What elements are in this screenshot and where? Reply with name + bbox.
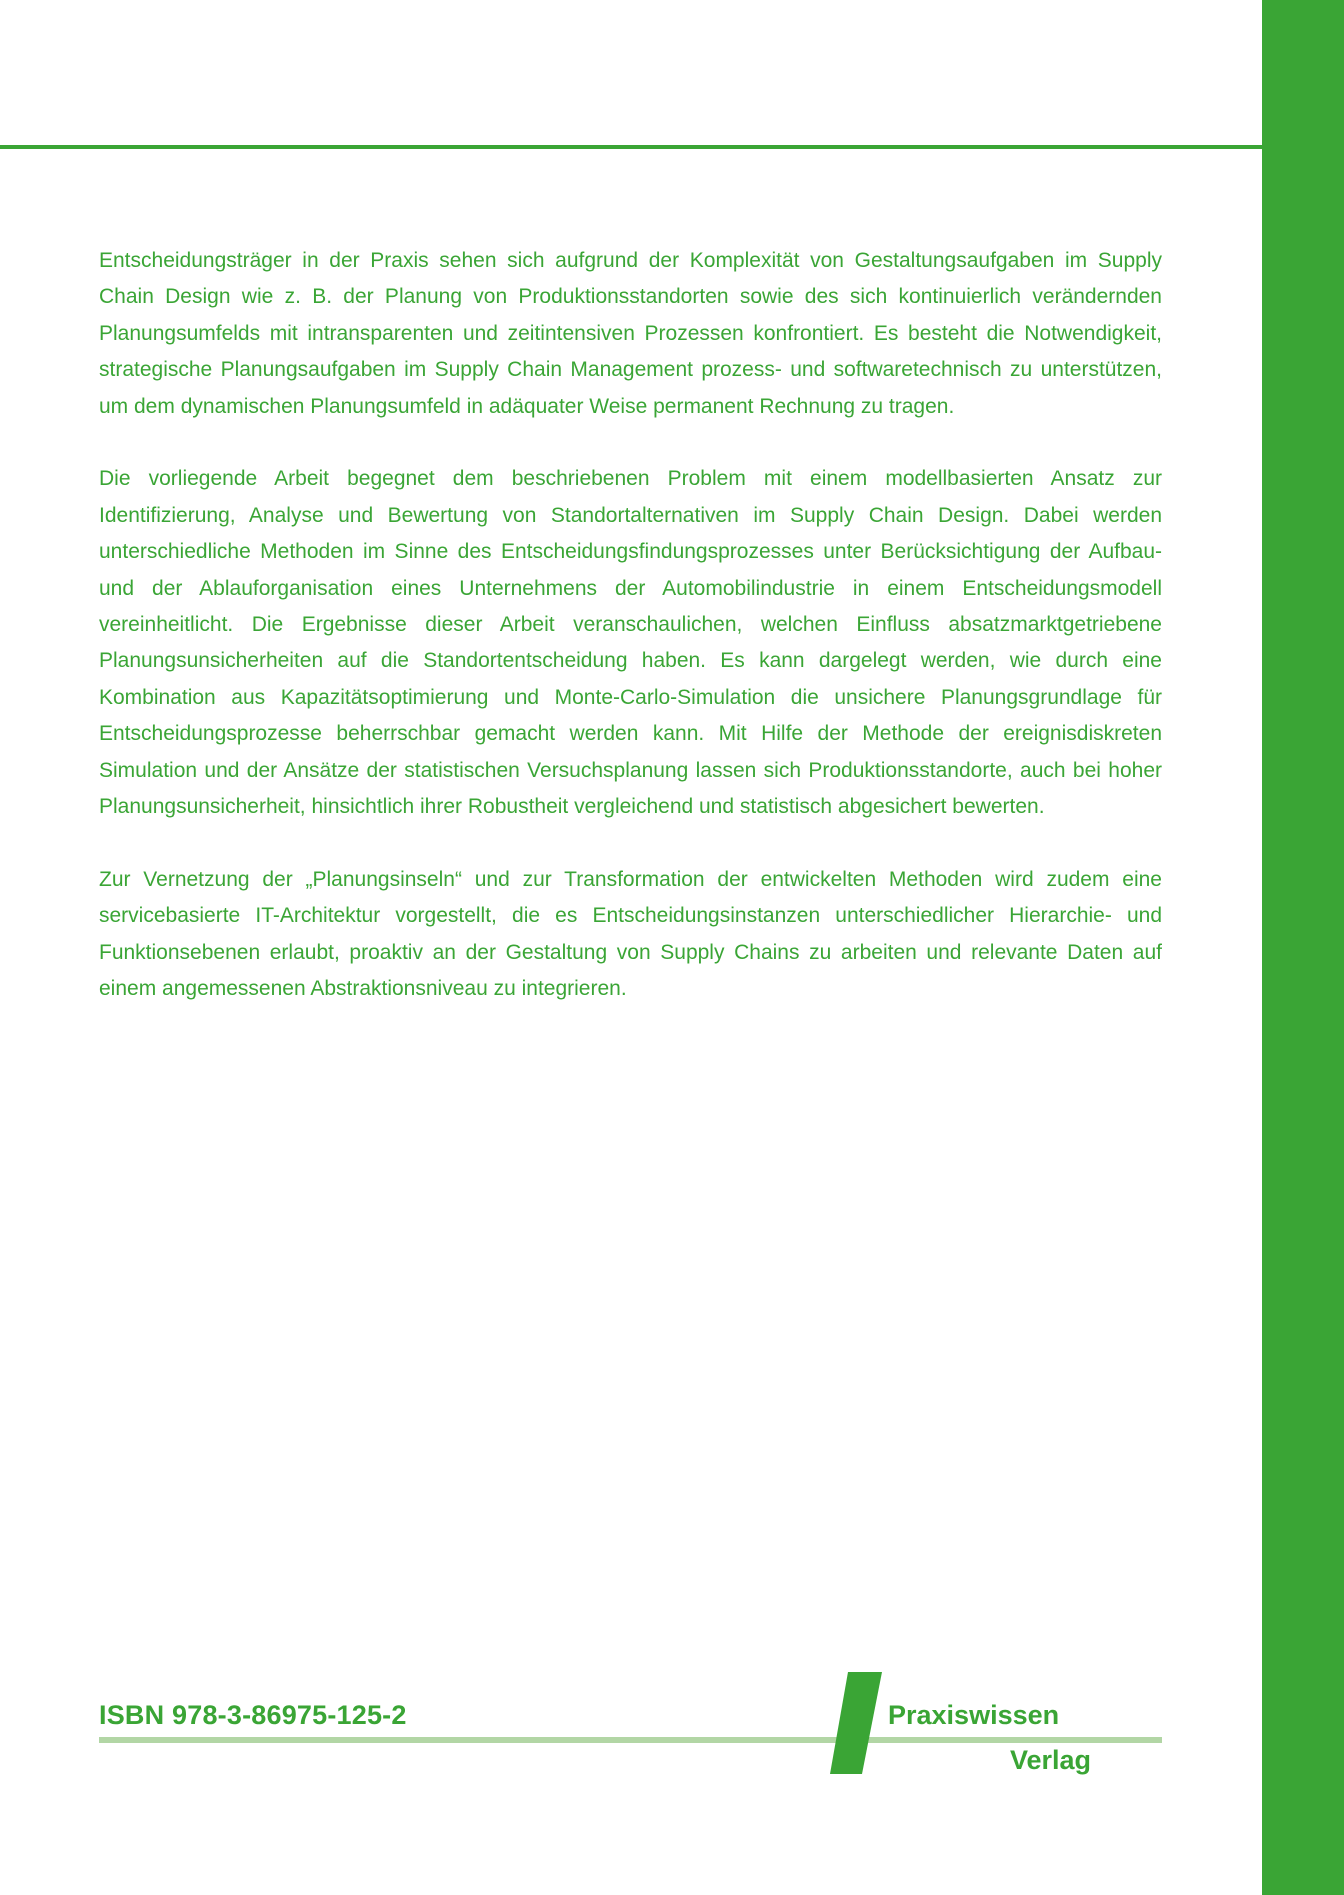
paragraph-1: Entscheidungsträger in der Praxis sehen sich aufgrund der Komplexität von Gestaltungsaufgaben im Supply Chain Design wie z. B. der Planung von Produktionsstandorten sowie des sich kontinuierlich verändernden Planungsumfelds mit intransparenten und zeitintensiven Prozessen konfrontiert. Es besteht die Notwendigkeit, strategische Planungsaufgaben im Supply Chain Management prozess- und softwaretechnisch zu unterstützen, um dem dynamischen Planungsumfeld in adäquater Weise permanent Rechnung zu tragen. [99,249,1162,418]
paragraph-2: Die vorliegende Arbeit begegnet dem beschriebenen Problem mit einem modellbasierten Ansatz zur Identifizierung, Analyse und Bewertung von Standortalternativen im Supply Chain Design. Dabei werden unterschiedliche Methoden im Sinne des Entscheidungsfindungsprozesses unter Berücksichtigung der Aufbau- und der Ablauforganisation eines Unternehmens der Automobilindustrie in einem Entscheidungsmodell vereinheitlicht. Die Ergebnisse dieser Arbeit veranschaulichen, welchen Einfluss absatzmarktgetriebene Planungsunsicherheiten auf die Standortentscheidung haben. Es kann dargelegt werden, wie durch eine Kombination aus Kapazitätsoptimierung und Monte-Carlo-Simulation die unsichere Planungsgrundlage für Entscheidungsprozesse beherrschbar gemacht werden kann. Mit Hilfe der Methode der ereignisdiskreten Simulation und der Ansätze der statistischen Versuchsplanung lassen sich Produktionsstandorte, auch bei hoher Planungsunsicherheit, hinsichtlich ihrer Robustheit vergleichend und statistisch abgesichert bewerten. [99,467,1162,819]
top-divider [0,145,1262,149]
blurb-text [99,243,1162,1044]
publisher-name: Praxiswissen [888,1700,1060,1730]
green-side-bar [1262,0,1344,1895]
paragraph-3: Zur Vernetzung der „Planungsinseln“ und zur Transformation der entwickelten Methoden wird zudem eine servicebasierte IT-Architektur vorgestellt, die es Entscheidungsinstanzen unterschiedlicher Hierarchie- und Funktionsebenen erlaubt, proaktiv an der Gestaltung von Supply Chains zu arbeiten und relevante Daten auf einem angemessenen Abstraktionsniveau zu integrieren. [99,867,1162,1001]
footer-divider [99,1737,1162,1743]
publisher-subtitle: Verlag [1010,1745,1092,1775]
isbn-label: ISBN 978-3-86975-125-2 [99,1700,407,1730]
logo-slash-shape [830,1672,882,1774]
